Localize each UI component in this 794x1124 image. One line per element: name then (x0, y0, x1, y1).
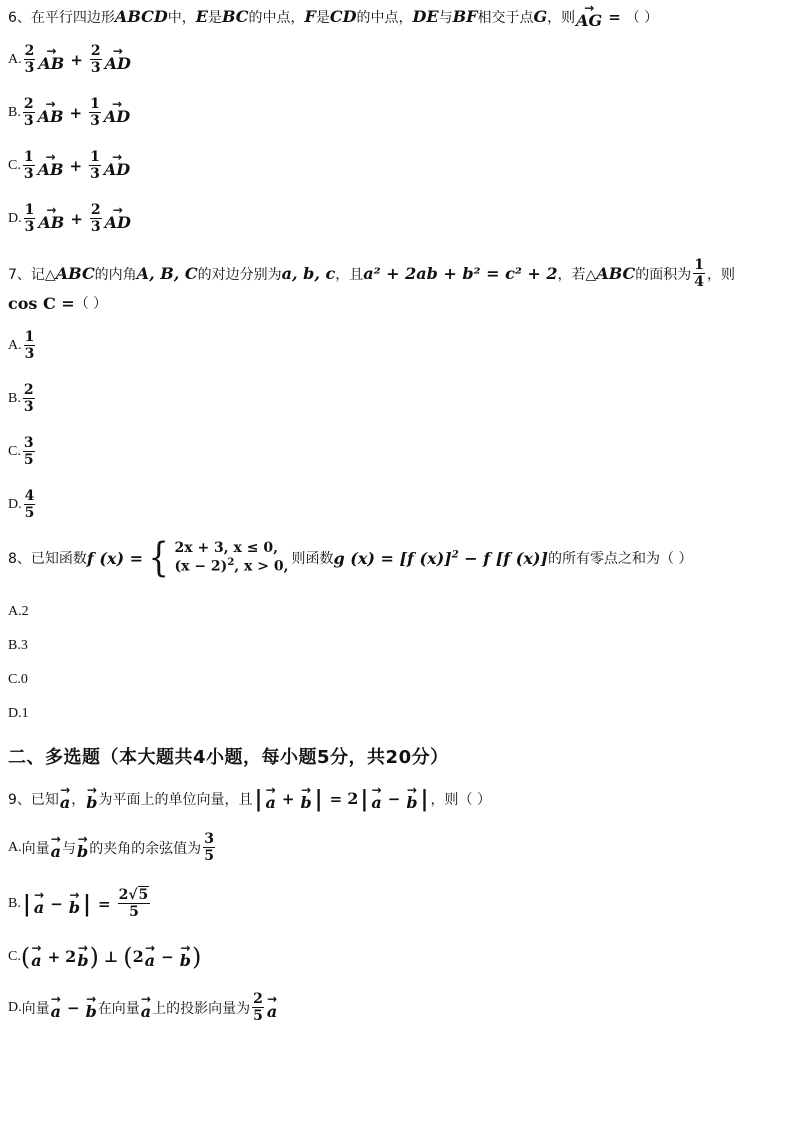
vector-b: → b (77, 832, 89, 861)
q6-text: 的中点， (248, 9, 305, 26)
option-value: 2 (21, 604, 29, 619)
q9-math: 2 (347, 789, 359, 808)
option-text: 向量 (21, 1000, 50, 1017)
q7-text: ，若△ (557, 266, 597, 283)
q7-text: 的面积为 (635, 266, 692, 283)
q7-text: ，则 (707, 266, 736, 283)
vector-a: → a (33, 888, 45, 917)
vector-b: → b (406, 783, 418, 812)
q6-math: G (533, 7, 548, 26)
option-value: 1 (21, 706, 29, 721)
q6-option-d (8, 203, 132, 234)
q9-option-b: B. | → a − → b | = $\frac{2√5}{5}$ (8, 887, 149, 920)
vector-b: → b (86, 783, 98, 812)
q7-text: 记△ (30, 266, 56, 283)
q6-math: DE (412, 7, 439, 26)
option-label: B. (8, 638, 21, 653)
q6-text: 的中点， (356, 9, 413, 26)
vector-AD: → AD (104, 44, 131, 73)
vector-a: → a (50, 992, 61, 1021)
vector-AB: → AB (38, 203, 65, 232)
vector-AD: → AD (104, 203, 131, 232)
q6-text: 是 (207, 9, 222, 26)
vector-AD: → AD (103, 97, 131, 126)
minus-sign: − (50, 894, 63, 913)
q9-math: 2 (132, 947, 144, 966)
fraction: $\frac{4}{5}$ (24, 488, 35, 521)
q9-math: 2 (65, 947, 77, 966)
vector-a: → a (144, 941, 156, 970)
fraction: $\frac{1}{3}$ (90, 96, 100, 129)
option-label: C. (8, 672, 21, 687)
vector-AB: → AB (37, 150, 64, 179)
vector-b: → b (77, 941, 89, 970)
q7-stem-line1 (8, 258, 735, 289)
option-label: D. (8, 706, 22, 721)
q7-text: 的内角 (94, 266, 137, 283)
option-text: 向量 (21, 840, 50, 857)
vector-a: → a (50, 832, 61, 861)
vector-a: → a (31, 941, 42, 970)
fraction: $\frac{3}{5}$ (204, 831, 214, 864)
option-label: C. (8, 948, 21, 964)
vector-a: → a (265, 783, 276, 812)
fraction: $\frac{2}{3}$ (24, 43, 35, 76)
vector-AG: → AG (576, 1, 603, 30)
minus-sign: − (161, 947, 174, 966)
vector-b: → b (68, 888, 80, 917)
q6-math: ABCD (114, 7, 168, 26)
q8-option-a (8, 604, 29, 620)
q8-text: 已知函数 (30, 551, 87, 567)
fraction: $\frac{2}{5}$ (253, 991, 263, 1024)
vector-a: → a (59, 783, 71, 812)
q6-number: 6、 (8, 9, 31, 26)
q6-math: CD (329, 7, 357, 26)
q6-math: BF (452, 7, 478, 26)
q9-text: ，则（ ） (430, 791, 491, 808)
fraction: $\frac{2}{3}$ (23, 96, 34, 129)
option-label: D. (8, 210, 22, 226)
q7-math: cos C = (8, 293, 75, 313)
fraction: $\frac{1}{3}$ (23, 149, 34, 182)
option-label: A. (8, 604, 22, 619)
option-text: 在向量 (97, 1000, 140, 1017)
option-label: A. (8, 337, 22, 353)
q6-math: F (304, 7, 316, 26)
q9-option-a (8, 832, 217, 863)
q9-option-d (8, 992, 278, 1023)
q8-gx: g (x) = [f (x)]$^2$ − f [f (x)] (333, 548, 548, 568)
fraction: $\frac{1}{3}$ (90, 149, 100, 182)
minus-sign: − (387, 789, 401, 808)
vector-AB: → AB (38, 44, 65, 73)
fraction: $\frac{1}{4}$ (694, 257, 705, 290)
option-label: C. (8, 443, 21, 459)
q6-option-c (8, 150, 131, 181)
vector-a: → a (140, 992, 152, 1021)
vector-b: → b (85, 992, 97, 1021)
equals-sign: = (608, 7, 621, 26)
q7-option-d (8, 489, 37, 520)
plus-sign: + (69, 103, 83, 122)
q9-number: 9、 (8, 791, 31, 808)
q7-number: 7、 (8, 266, 31, 283)
option-label: B. (8, 390, 21, 406)
q7-option-b (8, 383, 37, 414)
q6-option-b (8, 97, 131, 128)
plus-sign: + (281, 789, 295, 808)
option-label: B. (8, 104, 21, 120)
q7-option-a (8, 330, 37, 361)
option-label: A. (8, 51, 22, 67)
option-label: B. (8, 895, 21, 911)
q6-text: 是 (315, 9, 330, 26)
plus-sign: + (69, 156, 83, 175)
plus-sign: + (47, 947, 61, 966)
q7-math: ABC (596, 264, 636, 283)
option-text: 的夹角的余弦值为 (89, 840, 202, 857)
section-heading: 二、多选题（本大题共4小题，每小题5分，共20分） (8, 747, 449, 768)
equals-sign: = (329, 789, 343, 808)
vector-AB: → AB (37, 97, 64, 126)
fraction: $\frac{2√5}{5}$ (118, 887, 149, 920)
perpendicular-sign: ⊥ (103, 947, 119, 966)
q7-text: 的对边分别为 (197, 266, 282, 283)
q6-text: 中， (167, 9, 196, 26)
piecewise-function: { 2x + 3, x ≤ 0, $(x - 2)^2$, x > 0, (148, 535, 289, 581)
q9-option-c: C. ( → a + 2 → b ) ⊥ ( 2 → a − → b ) (8, 941, 202, 971)
fraction: $\frac{1}{3}$ (24, 202, 35, 235)
equals-sign: = (98, 894, 111, 913)
q8-option-b (8, 638, 28, 654)
q9-text: 已知 (30, 791, 59, 808)
q9-text: 为平面上的单位向量，且 (98, 791, 253, 808)
q6-stem (8, 1, 659, 30)
q7-math: a, b, c (281, 264, 336, 283)
q8-math: f (x) = (86, 548, 144, 568)
option-label: A. (8, 839, 22, 855)
vector-b: → b (179, 941, 191, 970)
fraction: $\frac{2}{3}$ (90, 202, 101, 235)
q7-equation: a² + 2ab + b² = c² + 2 (363, 264, 558, 283)
piecewise-case-2: $(x - 2)^2$, x > 0, (174, 557, 289, 575)
option-text: 与 (62, 840, 76, 857)
minus-sign: − (67, 998, 80, 1017)
q6-text: 相交于点 (477, 9, 534, 26)
q8-text: 则函数 (291, 551, 334, 567)
q7-text: ，且 (335, 266, 364, 283)
q8-option-d (8, 706, 29, 722)
fraction: $\frac{3}{5}$ (23, 435, 34, 468)
fraction: $\frac{2}{3}$ (23, 382, 34, 415)
q8-number: 8、 (8, 551, 31, 567)
plus-sign: + (70, 50, 83, 69)
answer-blank: （ ） (74, 296, 108, 312)
vector-a: → a (266, 992, 278, 1021)
q9-text: ， (71, 791, 86, 808)
q6-math: E (195, 7, 208, 26)
option-value: 0 (20, 672, 28, 687)
option-text: 上的投影向量为 (152, 1000, 251, 1017)
q7-math: ABC (55, 264, 95, 283)
q7-option-c (8, 436, 37, 467)
q8-option-c (8, 672, 28, 688)
plus-sign: + (70, 209, 83, 228)
piecewise-case-1: 2x + 3, x ≤ 0, (174, 539, 278, 556)
q6-math: BC (221, 7, 249, 26)
vector-a: → a (371, 783, 382, 812)
answer-blank: （ ） (625, 9, 659, 26)
option-value: 3 (20, 638, 28, 653)
fraction: $\frac{2}{3}$ (90, 43, 101, 76)
vector-b: → b (300, 783, 312, 812)
q7-stem-line2 (8, 293, 107, 313)
option-label: D. (8, 999, 22, 1015)
q6-text: 在平行四边形 (30, 9, 115, 26)
fraction: $\frac{1}{3}$ (24, 329, 35, 362)
q8-text: 的所有零点之和为（ ） (548, 551, 693, 567)
option-label: C. (8, 157, 21, 173)
q8-stem (8, 535, 693, 581)
q6-text: ，则 (547, 9, 576, 26)
q6-option-a (8, 44, 132, 75)
vector-AD: → AD (103, 150, 131, 179)
q6-text: 与 (438, 9, 453, 26)
q7-math: A, B, C (136, 264, 198, 283)
q9-stem: 9、 已知 → a ， → b 为平面上的单位向量，且 | → a + → b | = 2 | → a − → b | ，则（ ） (8, 783, 491, 812)
option-label: D. (8, 496, 22, 512)
